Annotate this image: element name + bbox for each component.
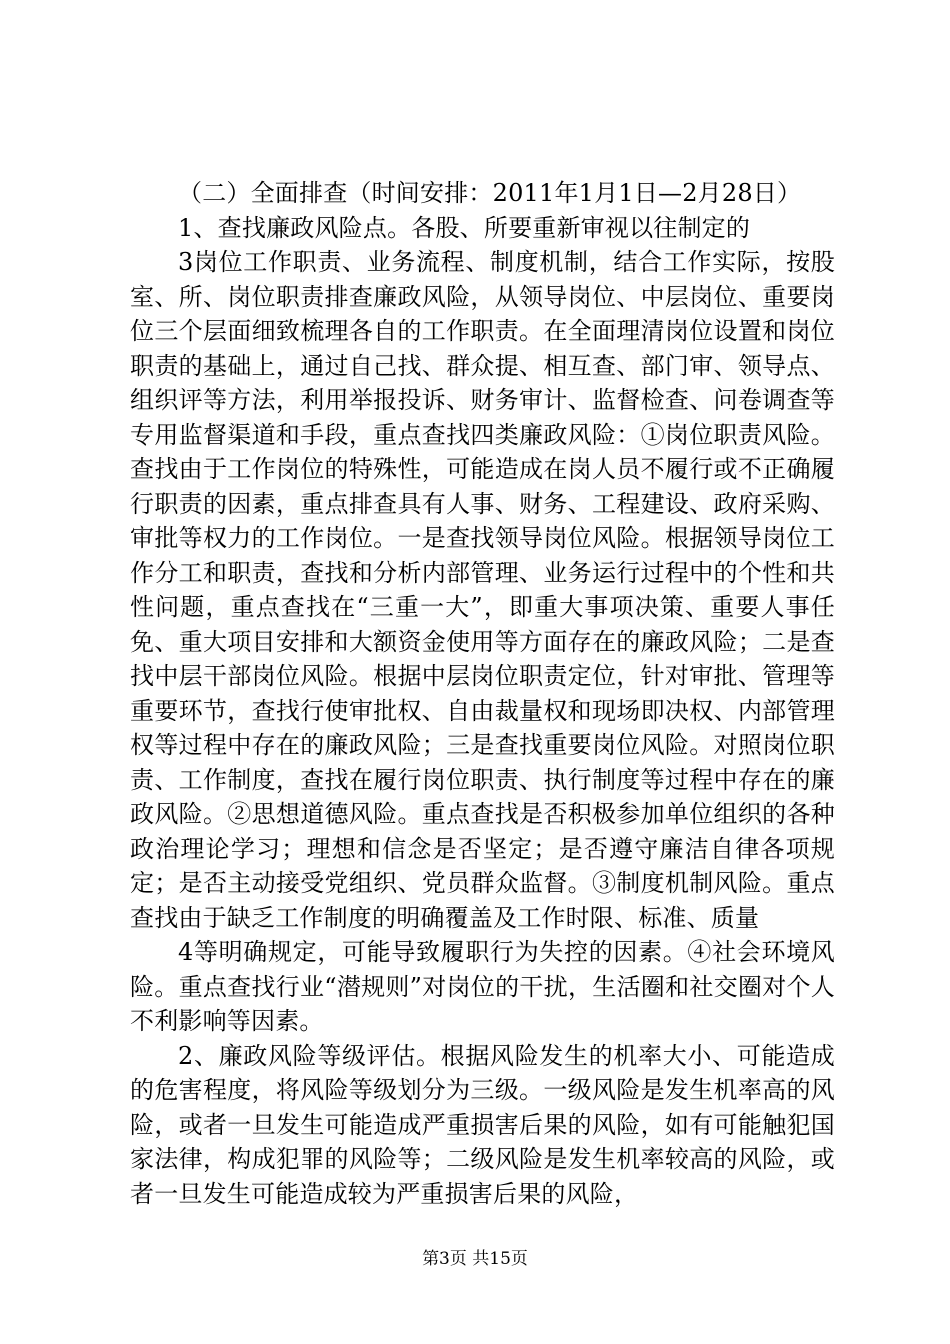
section-heading: （二）全面排查（时间安排：2011年1月1日—2月28日） [178,179,802,207]
paragraph-3: 4等明确规定，可能导致履职行为失控的因素。④社会环境风险。重点查找行业“潜规则”对岗位的干扰，生活圈和社交圈对个人不利影响等因素。 [130,938,835,1035]
paragraph-2: 3岗位工作职责、业务流程、制度机制，结合工作实际，按股室、所、岗位职责排查廉政风险，从领导岗位、中层岗位、重要岗位三个层面细致梳理各自的工作职责。在全面理清岗位设置和岗位职责的基础上，通过自己找、群众提、相互查、部门审、领导点、组织评等方法，利用举报投诉、财务审计、监督检查、问卷调查等专用监督渠道和手段，重点查找四类廉政风险：①岗位职责风险。查找由于工作岗位的特殊性，可能造成在岗人员不履行或不正确履行职责的因素，重点排查具有人事、财务、工程建设、政府采购、审批等权力的工作岗位。一是查找领导岗位风险。根据领导岗位工作分工和职责，查找和分析内部管理、业务运行过程中的个性和共性问题，重点查找在“三重一大”，即重大事项决策、重要人事任免、重大项目安排和大额资金使用等方面存在的廉政风险；二是查找中层干部岗位风险。根据中层岗位职责定位，针对审批、管理等重要环节，查找行使审批权、自由裁量权和现场即决权、内部管理权等过程中存在的廉政风险；三是查找重要岗位风险。对照岗位职责、工作制度，查找在履行岗位职责、执行制度等过程中存在的廉政风险。②思想道德风险。重点查找是否积极参加单位组织的各种政治理论学习；理想和信念是否坚定；是否遵守廉洁自律各项规定；是否主动接受党组织、党员群众监督。③制度机制风险。重点查找由于缺乏工作制度的明确覆盖及工作时限、标准、质量 [130,248,835,932]
paragraph-1: 1、查找廉政风险点。各股、所要重新审视以往制定的 [178,213,751,242]
document-body [130,176,835,1211]
page-footer: 第3页 共15页 [422,1249,528,1269]
paragraph-4: 2、廉政风险等级评估。根据风险发生的机率大小、可能造成的危害程度，将风险等级划分为三级。一级风险是发生机率高的风险，或者一旦发生可能造成严重损害后果的风险，如有可能触犯国家法律，构成犯罪的风险等；二级风险是发生机率较高的风险，或者一旦发生可能造成较为严重损害后果的风险， [130,1041,835,1208]
